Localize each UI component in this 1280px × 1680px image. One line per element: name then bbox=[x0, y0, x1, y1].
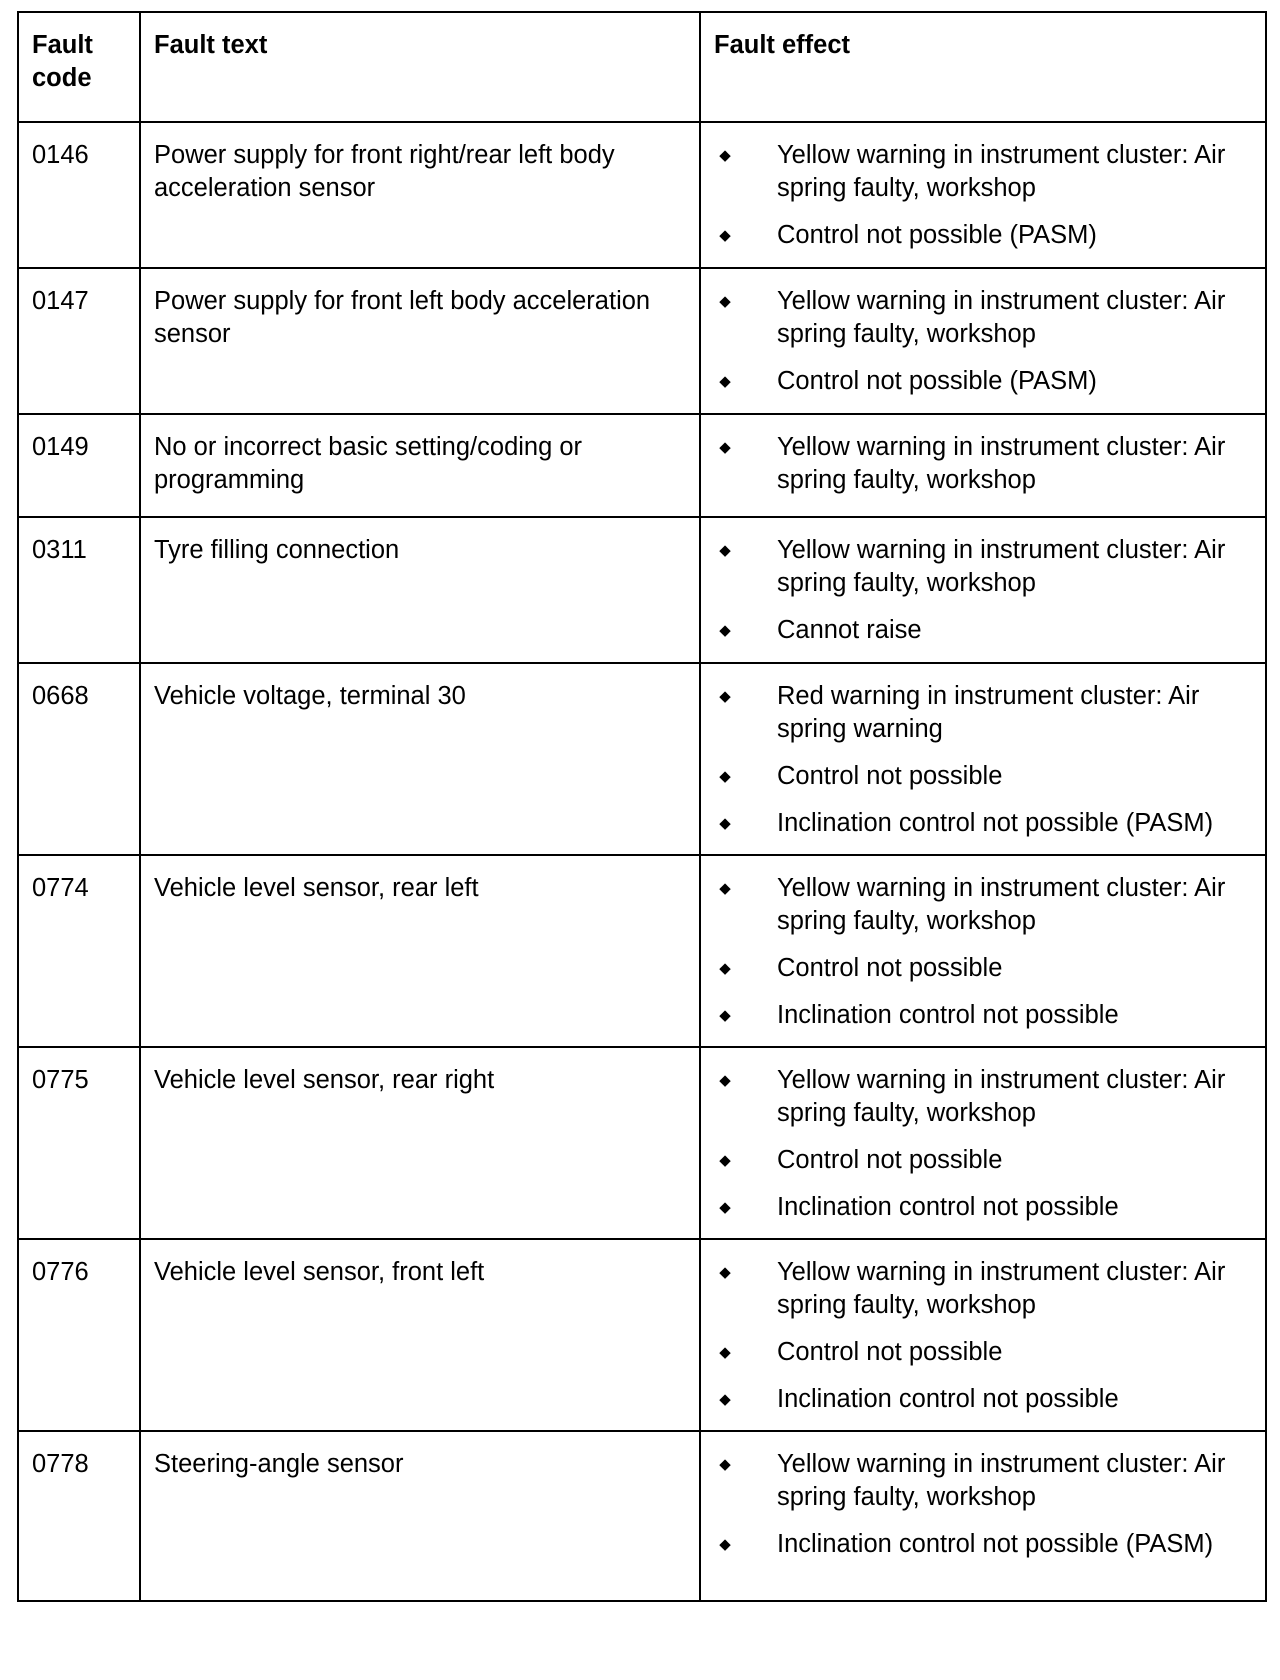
diamond-bullet-icon: ◆ bbox=[719, 622, 731, 639]
fault-code-cell bbox=[18, 1239, 140, 1431]
fault-effect-text: Control not possible (PASM) bbox=[777, 367, 1097, 395]
fault-text: Power supply for front left body acceleration sensor bbox=[154, 287, 651, 348]
fault-text-cell bbox=[140, 268, 700, 414]
fault-effect-item bbox=[714, 807, 1245, 840]
diamond-bullet-icon: ◆ bbox=[719, 373, 731, 390]
fault-effect-list bbox=[714, 1064, 1253, 1224]
fault-text: Tyre filling connection bbox=[154, 536, 400, 564]
diamond-bullet-icon: ◆ bbox=[719, 1456, 731, 1473]
diamond-bullet-icon: ◆ bbox=[719, 815, 731, 832]
fault-text-cell bbox=[140, 855, 700, 1047]
header-fault-effect bbox=[700, 12, 1266, 122]
fault-effect-text: Inclination control not possible bbox=[777, 1001, 1119, 1029]
fault-effect-item bbox=[714, 1448, 1245, 1514]
header-fault-code bbox=[18, 12, 140, 122]
fault-effect-item bbox=[714, 952, 1245, 985]
fault-effect-list bbox=[714, 285, 1253, 398]
fault-effect-item bbox=[714, 1191, 1245, 1224]
fault-effect-text: Yellow warning in instrument cluster: Air spring faulty, workshop bbox=[777, 1450, 1226, 1511]
fault-effect-text: Control not possible bbox=[777, 1338, 1003, 1366]
table-row bbox=[18, 414, 1266, 517]
table-row bbox=[18, 122, 1266, 268]
fault-effect-list-wrapper bbox=[701, 664, 1265, 840]
fault-effect-item bbox=[714, 1528, 1245, 1561]
table-row bbox=[18, 1047, 1266, 1239]
fault-text-cell bbox=[140, 1047, 700, 1239]
diamond-bullet-icon: ◆ bbox=[719, 542, 731, 559]
fault-effect-list-wrapper bbox=[701, 518, 1265, 647]
fault-code-cell bbox=[18, 122, 140, 268]
fault-text: Power supply for front right/rear left body acceleration sensor bbox=[154, 141, 615, 202]
header-fault-text bbox=[140, 12, 700, 122]
fault-effect-item bbox=[714, 760, 1245, 793]
fault-text: Steering-angle sensor bbox=[154, 1450, 404, 1478]
fault-text-cell bbox=[140, 663, 700, 855]
header-fault-text-label: Fault text bbox=[154, 31, 268, 59]
fault-effect-text: Inclination control not possible bbox=[777, 1193, 1119, 1221]
fault-effect-item bbox=[714, 1383, 1245, 1416]
diamond-bullet-icon: ◆ bbox=[719, 1072, 731, 1089]
fault-effect-text: Control not possible bbox=[777, 954, 1003, 982]
fault-effect-list-wrapper bbox=[701, 123, 1265, 252]
table-row bbox=[18, 1431, 1266, 1601]
fault-effect-text: Yellow warning in instrument cluster: Air spring faulty, workshop bbox=[777, 536, 1226, 597]
table-row bbox=[18, 1239, 1266, 1431]
fault-effect-text: Control not possible (PASM) bbox=[777, 221, 1097, 249]
fault-code-cell bbox=[18, 855, 140, 1047]
fault-effect-cell bbox=[700, 268, 1266, 414]
table-header bbox=[18, 12, 1266, 122]
fault-code: 0668 bbox=[32, 682, 89, 710]
fault-effect-list-wrapper bbox=[701, 269, 1265, 398]
fault-effect-list bbox=[714, 1448, 1253, 1561]
fault-effect-text: Yellow warning in instrument cluster: Air spring faulty, workshop bbox=[777, 1258, 1226, 1319]
fault-effect-text: Yellow warning in instrument cluster: Air spring faulty, workshop bbox=[777, 1066, 1226, 1127]
fault-code: 0778 bbox=[32, 1450, 89, 1478]
fault-text-cell bbox=[140, 1431, 700, 1601]
fault-text-cell bbox=[140, 1239, 700, 1431]
fault-effect-item bbox=[714, 534, 1245, 600]
fault-effect-cell bbox=[700, 1239, 1266, 1431]
fault-effect-item bbox=[714, 614, 1245, 647]
fault-effect-item bbox=[714, 365, 1245, 398]
diamond-bullet-icon: ◆ bbox=[719, 293, 731, 310]
fault-effect-text: Cannot raise bbox=[777, 616, 922, 644]
diamond-bullet-icon: ◆ bbox=[719, 1152, 731, 1169]
fault-text: Vehicle level sensor, rear left bbox=[154, 874, 479, 902]
fault-effect-list-wrapper bbox=[701, 1048, 1265, 1224]
fault-effect-item bbox=[714, 285, 1245, 351]
diamond-bullet-icon: ◆ bbox=[719, 688, 731, 705]
fault-effect-text: Yellow warning in instrument cluster: Air spring faulty, workshop bbox=[777, 874, 1226, 935]
table-body bbox=[18, 122, 1266, 1601]
fault-effect-cell bbox=[700, 517, 1266, 663]
fault-text-cell bbox=[140, 414, 700, 517]
fault-effect-text: Inclination control not possible (PASM) bbox=[777, 809, 1214, 837]
fault-effect-item bbox=[714, 219, 1245, 252]
fault-effect-text: Control not possible bbox=[777, 762, 1003, 790]
diamond-bullet-icon: ◆ bbox=[719, 1344, 731, 1361]
header-row bbox=[18, 12, 1266, 122]
header-fault-effect-label: Fault effect bbox=[714, 31, 851, 59]
diamond-bullet-icon: ◆ bbox=[719, 1199, 731, 1216]
fault-effect-list-wrapper bbox=[701, 1432, 1265, 1561]
fault-effect-list bbox=[714, 534, 1253, 647]
table-row bbox=[18, 517, 1266, 663]
fault-effect-item bbox=[714, 1144, 1245, 1177]
diamond-bullet-icon: ◆ bbox=[719, 439, 731, 456]
fault-effect-item bbox=[714, 431, 1245, 497]
fault-code: 0147 bbox=[32, 287, 89, 315]
fault-effect-text: Yellow warning in instrument cluster: Air spring faulty, workshop bbox=[777, 287, 1226, 348]
fault-text: Vehicle level sensor, rear right bbox=[154, 1066, 495, 1094]
fault-text: Vehicle level sensor, front left bbox=[154, 1258, 485, 1286]
fault-effect-text: Red warning in instrument cluster: Air spring warning bbox=[777, 682, 1200, 743]
fault-code: 0774 bbox=[32, 874, 89, 902]
fault-code-cell bbox=[18, 414, 140, 517]
fault-effect-cell bbox=[700, 663, 1266, 855]
fault-effect-item bbox=[714, 1064, 1245, 1130]
fault-effect-list bbox=[714, 431, 1253, 497]
fault-effect-list bbox=[714, 872, 1253, 1032]
fault-effect-list bbox=[714, 139, 1253, 252]
fault-effect-cell bbox=[700, 414, 1266, 517]
fault-effect-list-wrapper bbox=[701, 1240, 1265, 1416]
table-row bbox=[18, 855, 1266, 1047]
fault-effect-item bbox=[714, 999, 1245, 1032]
fault-effect-text: Inclination control not possible bbox=[777, 1385, 1119, 1413]
fault-code: 0776 bbox=[32, 1258, 89, 1286]
diamond-bullet-icon: ◆ bbox=[719, 960, 731, 977]
diamond-bullet-icon: ◆ bbox=[719, 1264, 731, 1281]
fault-code: 0149 bbox=[32, 433, 89, 461]
fault-text-cell bbox=[140, 122, 700, 268]
fault-code-table bbox=[17, 11, 1267, 1602]
fault-effect-list-wrapper bbox=[701, 856, 1265, 1032]
fault-effect-text: Control not possible bbox=[777, 1146, 1003, 1174]
header-fault-code-label: Fault code bbox=[32, 31, 93, 92]
diamond-bullet-icon: ◆ bbox=[719, 1391, 731, 1408]
fault-effect-item bbox=[714, 680, 1245, 746]
fault-effect-cell bbox=[700, 1431, 1266, 1601]
fault-effect-cell bbox=[700, 855, 1266, 1047]
fault-code-cell bbox=[18, 663, 140, 855]
fault-effect-text: Yellow warning in instrument cluster: Air spring faulty, workshop bbox=[777, 433, 1226, 494]
fault-code-cell bbox=[18, 1047, 140, 1239]
fault-effect-list-wrapper bbox=[701, 415, 1265, 497]
diamond-bullet-icon: ◆ bbox=[719, 147, 731, 164]
fault-effect-text: Yellow warning in instrument cluster: Air spring faulty, workshop bbox=[777, 141, 1226, 202]
diamond-bullet-icon: ◆ bbox=[719, 227, 731, 244]
fault-effect-item bbox=[714, 139, 1245, 205]
fault-text-cell bbox=[140, 517, 700, 663]
fault-code-cell bbox=[18, 1431, 140, 1601]
table-row bbox=[18, 663, 1266, 855]
fault-code: 0311 bbox=[32, 536, 87, 564]
fault-text: Vehicle voltage, terminal 30 bbox=[154, 682, 466, 710]
fault-effect-cell bbox=[700, 122, 1266, 268]
fault-code-cell bbox=[18, 268, 140, 414]
fault-effect-item bbox=[714, 1256, 1245, 1322]
fault-effect-list bbox=[714, 1256, 1253, 1416]
fault-effect-item bbox=[714, 872, 1245, 938]
diamond-bullet-icon: ◆ bbox=[719, 1536, 731, 1553]
fault-text: No or incorrect basic setting/coding or programming bbox=[154, 433, 583, 494]
fault-effect-cell bbox=[700, 1047, 1266, 1239]
fault-code: 0146 bbox=[32, 141, 89, 169]
table-row bbox=[18, 268, 1266, 414]
diamond-bullet-icon: ◆ bbox=[719, 768, 731, 785]
fault-code-cell bbox=[18, 517, 140, 663]
fault-effect-list bbox=[714, 680, 1253, 840]
diamond-bullet-icon: ◆ bbox=[719, 880, 731, 897]
fault-effect-item bbox=[714, 1336, 1245, 1369]
diamond-bullet-icon: ◆ bbox=[719, 1007, 731, 1024]
fault-effect-text: Inclination control not possible (PASM) bbox=[777, 1530, 1214, 1558]
fault-code: 0775 bbox=[32, 1066, 89, 1094]
